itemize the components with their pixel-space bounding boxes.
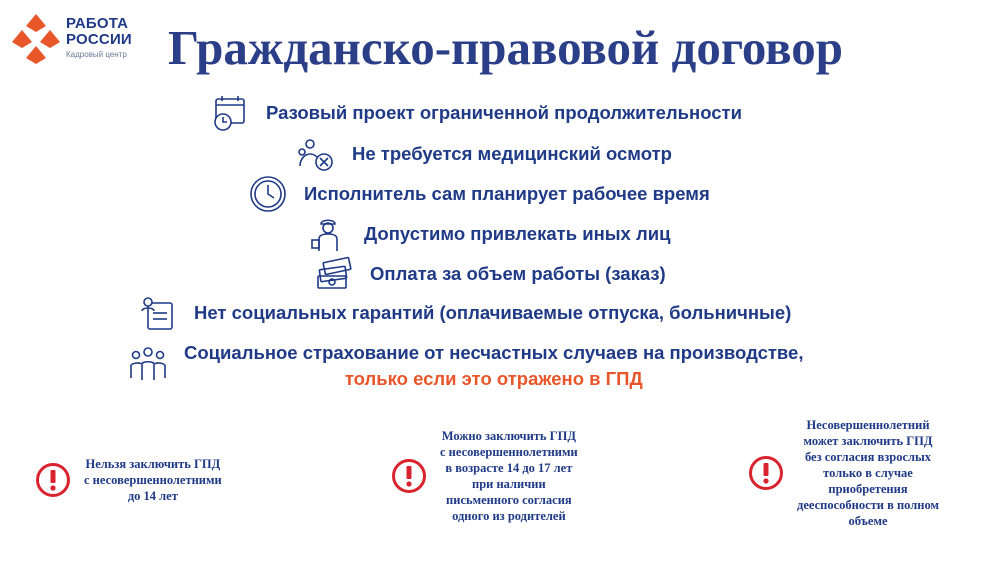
note-1-line: до 14 лет bbox=[127, 489, 178, 503]
feature-text-4: Допустимо привлекать иных лиц bbox=[364, 223, 671, 244]
note-2 bbox=[392, 428, 578, 524]
feature-accent-7: только если это отражено в ГПД bbox=[344, 368, 643, 389]
feature-row-3 bbox=[248, 174, 710, 214]
note-text-3 bbox=[797, 417, 939, 529]
feature-row-6 bbox=[138, 293, 791, 333]
note-2-line: при наличии bbox=[472, 477, 546, 491]
people-cross-icon bbox=[296, 134, 336, 174]
calendar-clock-icon bbox=[210, 93, 250, 133]
feature-text-3: Исполнитель сам планирует рабочее время bbox=[304, 183, 710, 204]
logo-line-2: РОССИИ bbox=[66, 31, 132, 48]
note-3-line: только в случае bbox=[823, 466, 913, 480]
note-2-line: письменного согласия bbox=[446, 493, 572, 507]
logo-subtitle: Кадровый центр bbox=[66, 50, 127, 59]
logo bbox=[10, 12, 160, 64]
note-3-line: Несовершеннолетний bbox=[806, 418, 930, 432]
feature-row-1 bbox=[210, 93, 742, 133]
clock-icon bbox=[248, 174, 288, 214]
feature-lines-7 bbox=[184, 342, 804, 390]
note-3 bbox=[749, 417, 939, 529]
worker-icon bbox=[308, 214, 348, 254]
feature-text-2: Не требуется медицинский осмотр bbox=[352, 143, 672, 164]
note-3-line: объеме bbox=[848, 514, 888, 528]
clipboard-person-icon bbox=[138, 293, 178, 333]
feature-text-1: Разовый проект ограниченной продолжительности bbox=[266, 102, 742, 123]
workers-group-icon bbox=[128, 342, 168, 382]
note-text-1 bbox=[84, 456, 222, 504]
feature-text-6: Нет социальных гарантий (оплачиваемые отпуска, больничные) bbox=[194, 302, 792, 323]
feature-row-4 bbox=[308, 214, 670, 254]
note-3-line: может заключить ГПД bbox=[803, 434, 933, 448]
note-2-line: с несовершеннолетними bbox=[440, 445, 578, 459]
logo-line-1: РАБОТА bbox=[66, 15, 129, 32]
warning-icon bbox=[36, 463, 70, 497]
note-2-line: в возрасте 14 до 17 лет bbox=[445, 461, 573, 475]
feature-row-2 bbox=[296, 134, 672, 174]
feature-row-5 bbox=[314, 254, 666, 294]
note-2-line: одного из родителей bbox=[452, 509, 566, 523]
note-1-line: Нельзя заключить ГПД bbox=[85, 457, 221, 471]
note-1 bbox=[36, 456, 222, 504]
note-text-2 bbox=[440, 428, 578, 524]
feature-row-7 bbox=[128, 342, 804, 390]
feature-text-7: Социальное страхование от несчастных случаев на производстве, bbox=[184, 342, 804, 363]
warning-icon bbox=[749, 456, 783, 490]
note-3-line: дееспособности в полном bbox=[797, 498, 939, 512]
money-stack-icon bbox=[314, 254, 354, 294]
warning-icon bbox=[392, 459, 426, 493]
feature-text-5: Оплата за объем работы (заказ) bbox=[370, 263, 666, 284]
logo-mark-icon bbox=[10, 12, 62, 64]
page-title: Гражданско-правовой договор bbox=[168, 20, 844, 75]
note-3-line: приобретения bbox=[828, 482, 908, 496]
note-2-line: Можно заключить ГПД bbox=[441, 429, 576, 443]
logo-text bbox=[66, 16, 132, 59]
note-1-line: с несовершеннолетними bbox=[84, 473, 222, 487]
note-3-line: без согласия взрослых bbox=[804, 450, 932, 464]
